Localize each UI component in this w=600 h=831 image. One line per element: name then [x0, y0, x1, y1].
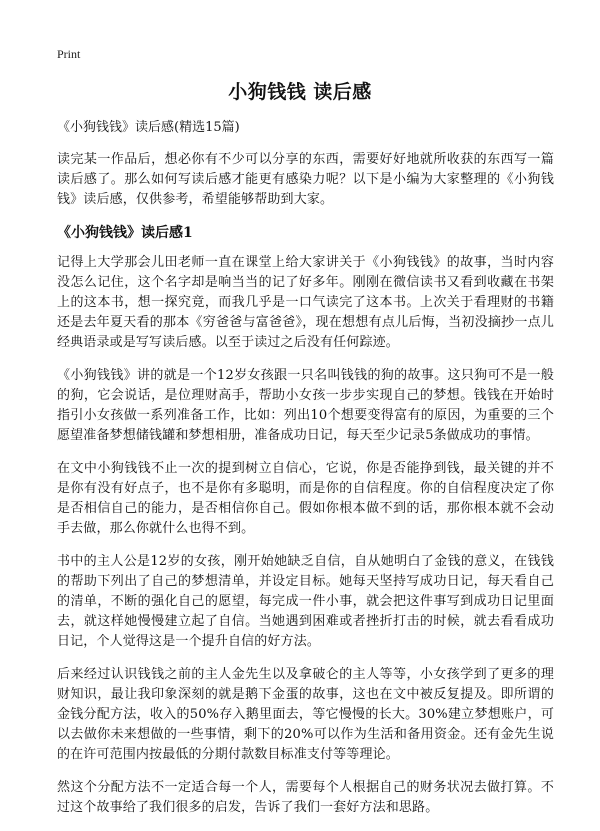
print-link[interactable]: Print	[57, 47, 81, 61]
body-paragraph-6: 然这个分配方法不一定适合每一个人，需要每个人根据自己的财务状况去做打算。不过这个故事给了我们很多的启发，告诉了我们一套好方法和思路。	[57, 780, 554, 815]
page-title: 小狗钱钱 读后感	[228, 81, 372, 103]
body-paragraph-1: 记得上大学那会儿田老师一直在课堂上给大家讲关于《小狗钱钱》的故事，当时内容没怎么记住，这个名字却是响当当的记了好多年。刚刚在微信读书又看到收藏在书架上的这本书，想一探究竟，而我几乎是一口气读完了这本书。上次关于看理财的书籍还是去年夏天看的那本《穷爸爸与富爸爸》，现在想想有点儿后悔，当初没摘抄一点儿经典语录或是写写读后感。以至于读过之后没有任何踪迹。	[57, 255, 554, 350]
body-paragraph-4: 书中的主人公是12岁的女孩，刚开始她缺乏自信，自从她明白了金钱的意义，在钱钱的帮助下列出了自己的梦想清单，并设定目标。她每天坚持写成功日记，每天看自己的清单，不断的强化自己的愿望，每完成一件小事，就会把这件事写到成功日记里面去，就这样她慢慢建立起了自信。当她遇到困难或者挫折打击的时候，就去看看成功日记，个人觉得这是一个提升自信的好方法。	[57, 554, 554, 649]
article-body	[57, 118, 554, 831]
article-subtitle: 《小狗钱钱》读后感(精选15篇)	[57, 120, 240, 135]
intro-paragraph: 读完某一作品后，想必你有不少可以分享的东西，需要好好地就所收获的东西写一篇读后感了。那么如何写读后感才能更有感染力呢？以下是小编为大家整理的《小狗钱钱》读后感，仅供参考，希望能够帮助到大家。	[57, 152, 554, 207]
body-paragraph-2: 《小狗钱钱》讲的就是一个12岁女孩跟一只名叫钱钱的狗的故事。这只狗可不是一般的狗，它会说话，是位理财高手，帮助小女孩一步步实现自己的梦想。钱钱在开始时指引小女孩做一系列准备工作，比如：列出10个想要变得富有的原因，为重要的三个愿望准备梦想储钱罐和梦想相册，准备成功日记，每天至少记录5条做成功的事情。	[57, 368, 554, 443]
section-heading: 《小狗钱钱》读后感1	[57, 225, 193, 241]
body-paragraph-3: 在文中小狗钱钱不止一次的提到树立自信心，它说，你是否能挣到钱，最关键的并不是你有没有好点子，也不是你有多聪明，而是你的自信程度。你的自信程度决定了你是否相信自己的能力，是否相信你自己。假如你根本做不到的话，那你根本就不会动手去做，那么你就什么也得不到。	[57, 461, 554, 536]
body-paragraph-5: 后来经过认识钱钱之前的主人金先生以及拿破仑的主人等等，小女孩学到了更多的理财知识，最让我印象深刻的就是鹅下金蛋的故事，这也在文中被反复提及。即所谓的金钱分配方法，收入的50%存入鹅里面去，等它慢慢的长大。30%建立梦想账户，可以去做你未来想做的一些事情，剩下的20%可以作为生活和备用资金。还有金先生说的在许可范围内按最低的分期付款数目标准支付等等理论。	[57, 667, 554, 762]
